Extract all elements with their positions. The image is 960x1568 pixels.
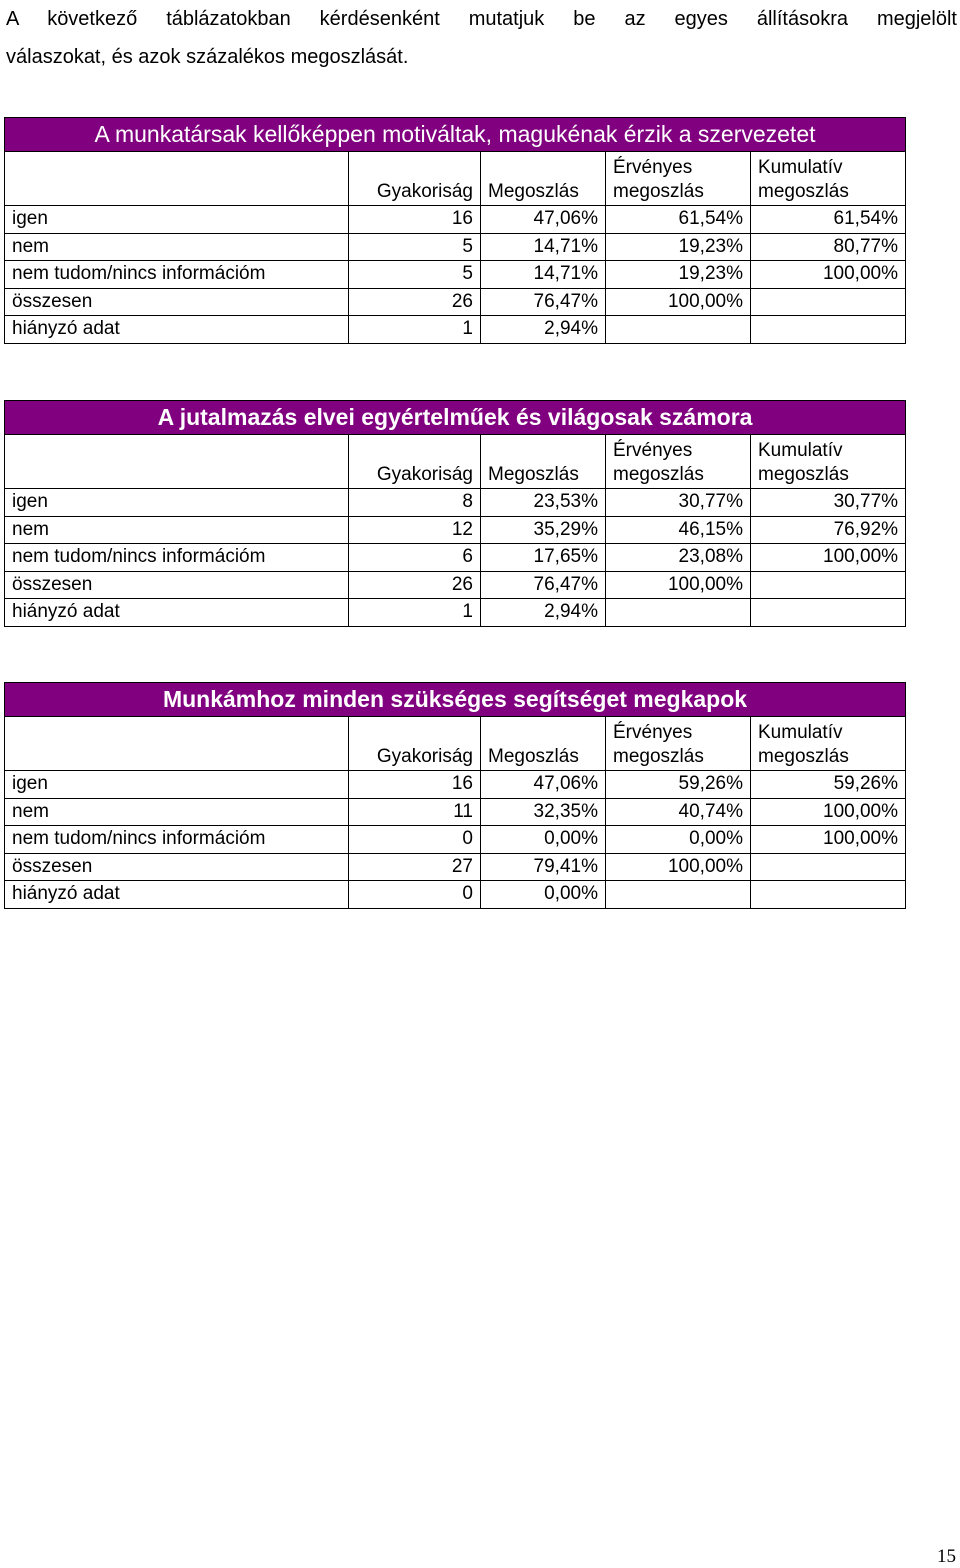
cell-distribution: 47,06% bbox=[481, 206, 606, 234]
table-row bbox=[5, 599, 906, 627]
cell-distribution: 0,00% bbox=[481, 881, 606, 909]
header-gyakorisag: Gyakoriság bbox=[349, 152, 481, 206]
cell-distribution: 2,94% bbox=[481, 316, 606, 344]
row-label: hiányzó adat bbox=[5, 316, 349, 344]
header-kumulativ-line1: Kumulatív bbox=[758, 440, 843, 461]
cell-frequency: 16 bbox=[349, 771, 481, 799]
cell-frequency: 8 bbox=[349, 489, 481, 517]
cell-distribution: 17,65% bbox=[481, 544, 606, 572]
table-row bbox=[5, 853, 906, 881]
cell-cumulative: 61,54% bbox=[751, 206, 906, 234]
header-ervenyes bbox=[606, 435, 751, 489]
cell-cumulative: 76,92% bbox=[751, 516, 906, 544]
cell-frequency: 1 bbox=[349, 316, 481, 344]
row-label: összesen bbox=[5, 571, 349, 599]
cell-distribution: 76,47% bbox=[481, 288, 606, 316]
cell-distribution: 35,29% bbox=[481, 516, 606, 544]
header-ervenyes-line2: megoszlás bbox=[613, 181, 704, 202]
cell-distribution: 79,41% bbox=[481, 853, 606, 881]
header-empty-cell bbox=[5, 435, 349, 489]
cell-frequency: 5 bbox=[349, 261, 481, 289]
header-ervenyes-line2: megoszlás bbox=[613, 464, 704, 485]
cell-valid: 23,08% bbox=[606, 544, 751, 572]
intro-paragraph bbox=[6, 0, 957, 76]
header-ervenyes-line1: Érvényes bbox=[613, 722, 693, 743]
cell-cumulative: 80,77% bbox=[751, 233, 906, 261]
cell-distribution: 14,71% bbox=[481, 261, 606, 289]
cell-valid: 19,23% bbox=[606, 233, 751, 261]
row-label: nem bbox=[5, 798, 349, 826]
cell-frequency: 27 bbox=[349, 853, 481, 881]
table-title: Munkámhoz minden szükséges segítséget megkapok bbox=[5, 683, 906, 717]
cell-frequency: 26 bbox=[349, 288, 481, 316]
header-megoszlas: Megoszlás bbox=[481, 435, 606, 489]
table-rewards bbox=[4, 400, 906, 627]
header-megoszlas: Megoszlás bbox=[481, 717, 606, 771]
header-kumulativ bbox=[751, 435, 906, 489]
header-ervenyes-line2: megoszlás bbox=[613, 746, 704, 767]
table-row bbox=[5, 288, 906, 316]
header-kumulativ bbox=[751, 152, 906, 206]
page-number: 15 bbox=[937, 1546, 956, 1567]
table-title-row bbox=[5, 118, 906, 152]
header-ervenyes bbox=[606, 717, 751, 771]
cell-valid: 100,00% bbox=[606, 288, 751, 316]
cell-cumulative: 100,00% bbox=[751, 261, 906, 289]
table-header-row bbox=[5, 435, 906, 489]
table-row bbox=[5, 798, 906, 826]
cell-frequency: 5 bbox=[349, 233, 481, 261]
row-label: nem bbox=[5, 516, 349, 544]
cell-valid bbox=[606, 599, 751, 627]
cell-valid: 40,74% bbox=[606, 798, 751, 826]
table-row bbox=[5, 233, 906, 261]
row-label: nem bbox=[5, 233, 349, 261]
cell-valid: 59,26% bbox=[606, 771, 751, 799]
header-kumulativ-line2: megoszlás bbox=[758, 746, 849, 767]
intro-line-2: válaszokat, és azok százalékos megoszlását. bbox=[6, 46, 409, 68]
cell-frequency: 12 bbox=[349, 516, 481, 544]
cell-valid: 61,54% bbox=[606, 206, 751, 234]
header-ervenyes bbox=[606, 152, 751, 206]
header-gyakorisag: Gyakoriság bbox=[349, 717, 481, 771]
table-title-row bbox=[5, 401, 906, 435]
row-label: igen bbox=[5, 771, 349, 799]
header-empty-cell bbox=[5, 152, 349, 206]
cell-cumulative bbox=[751, 853, 906, 881]
cell-valid: 100,00% bbox=[606, 853, 751, 881]
cell-distribution: 14,71% bbox=[481, 233, 606, 261]
table-row bbox=[5, 206, 906, 234]
cell-distribution: 76,47% bbox=[481, 571, 606, 599]
row-label: hiányzó adat bbox=[5, 881, 349, 909]
row-label: igen bbox=[5, 206, 349, 234]
row-label: nem tudom/nincs információm bbox=[5, 261, 349, 289]
table-title: A munkatársak kellőképpen motiváltak, magukénak érzik a szervezetet bbox=[5, 118, 906, 152]
row-label: nem tudom/nincs információm bbox=[5, 826, 349, 854]
table-title: A jutalmazás elvei egyértelműek és világosak számora bbox=[5, 401, 906, 435]
table-motivation bbox=[4, 117, 906, 344]
cell-valid bbox=[606, 881, 751, 909]
table-header-row bbox=[5, 152, 906, 206]
table-support bbox=[4, 682, 906, 909]
table-row bbox=[5, 516, 906, 544]
cell-frequency: 0 bbox=[349, 826, 481, 854]
cell-cumulative: 100,00% bbox=[751, 826, 906, 854]
cell-distribution: 23,53% bbox=[481, 489, 606, 517]
table-header-row bbox=[5, 717, 906, 771]
header-kumulativ bbox=[751, 717, 906, 771]
cell-frequency: 0 bbox=[349, 881, 481, 909]
cell-frequency: 1 bbox=[349, 599, 481, 627]
header-megoszlas: Megoszlás bbox=[481, 152, 606, 206]
cell-valid: 19,23% bbox=[606, 261, 751, 289]
cell-cumulative bbox=[751, 599, 906, 627]
table-row bbox=[5, 489, 906, 517]
cell-valid: 0,00% bbox=[606, 826, 751, 854]
header-kumulativ-line1: Kumulatív bbox=[758, 722, 843, 743]
row-label: összesen bbox=[5, 853, 349, 881]
header-ervenyes-line1: Érvényes bbox=[613, 440, 693, 461]
header-kumulativ-line2: megoszlás bbox=[758, 464, 849, 485]
header-kumulativ-line2: megoszlás bbox=[758, 181, 849, 202]
row-label: nem tudom/nincs információm bbox=[5, 544, 349, 572]
row-label: hiányzó adat bbox=[5, 599, 349, 627]
table-row bbox=[5, 571, 906, 599]
cell-frequency: 6 bbox=[349, 544, 481, 572]
cell-cumulative bbox=[751, 288, 906, 316]
row-label: összesen bbox=[5, 288, 349, 316]
table-row bbox=[5, 826, 906, 854]
cell-distribution: 2,94% bbox=[481, 599, 606, 627]
intro-line-1: A következő táblázatokban kérdésenként mutatjuk be az egyes állításokra megjelölt bbox=[6, 8, 957, 30]
cell-cumulative: 30,77% bbox=[751, 489, 906, 517]
header-empty-cell bbox=[5, 717, 349, 771]
cell-frequency: 11 bbox=[349, 798, 481, 826]
table-row bbox=[5, 881, 906, 909]
cell-cumulative: 100,00% bbox=[751, 544, 906, 572]
cell-frequency: 26 bbox=[349, 571, 481, 599]
cell-cumulative: 100,00% bbox=[751, 798, 906, 826]
cell-frequency: 16 bbox=[349, 206, 481, 234]
cell-valid: 100,00% bbox=[606, 571, 751, 599]
header-kumulativ-line1: Kumulatív bbox=[758, 157, 843, 178]
cell-distribution: 0,00% bbox=[481, 826, 606, 854]
table-row bbox=[5, 544, 906, 572]
table-row bbox=[5, 771, 906, 799]
table-row bbox=[5, 261, 906, 289]
cell-cumulative bbox=[751, 316, 906, 344]
header-ervenyes-line1: Érvényes bbox=[613, 157, 693, 178]
table-row bbox=[5, 316, 906, 344]
cell-valid: 46,15% bbox=[606, 516, 751, 544]
header-gyakorisag: Gyakoriság bbox=[349, 435, 481, 489]
cell-cumulative: 59,26% bbox=[751, 771, 906, 799]
cell-distribution: 32,35% bbox=[481, 798, 606, 826]
cell-cumulative bbox=[751, 881, 906, 909]
cell-cumulative bbox=[751, 571, 906, 599]
row-label: igen bbox=[5, 489, 349, 517]
cell-valid: 30,77% bbox=[606, 489, 751, 517]
table-title-row bbox=[5, 683, 906, 717]
cell-valid bbox=[606, 316, 751, 344]
cell-distribution: 47,06% bbox=[481, 771, 606, 799]
